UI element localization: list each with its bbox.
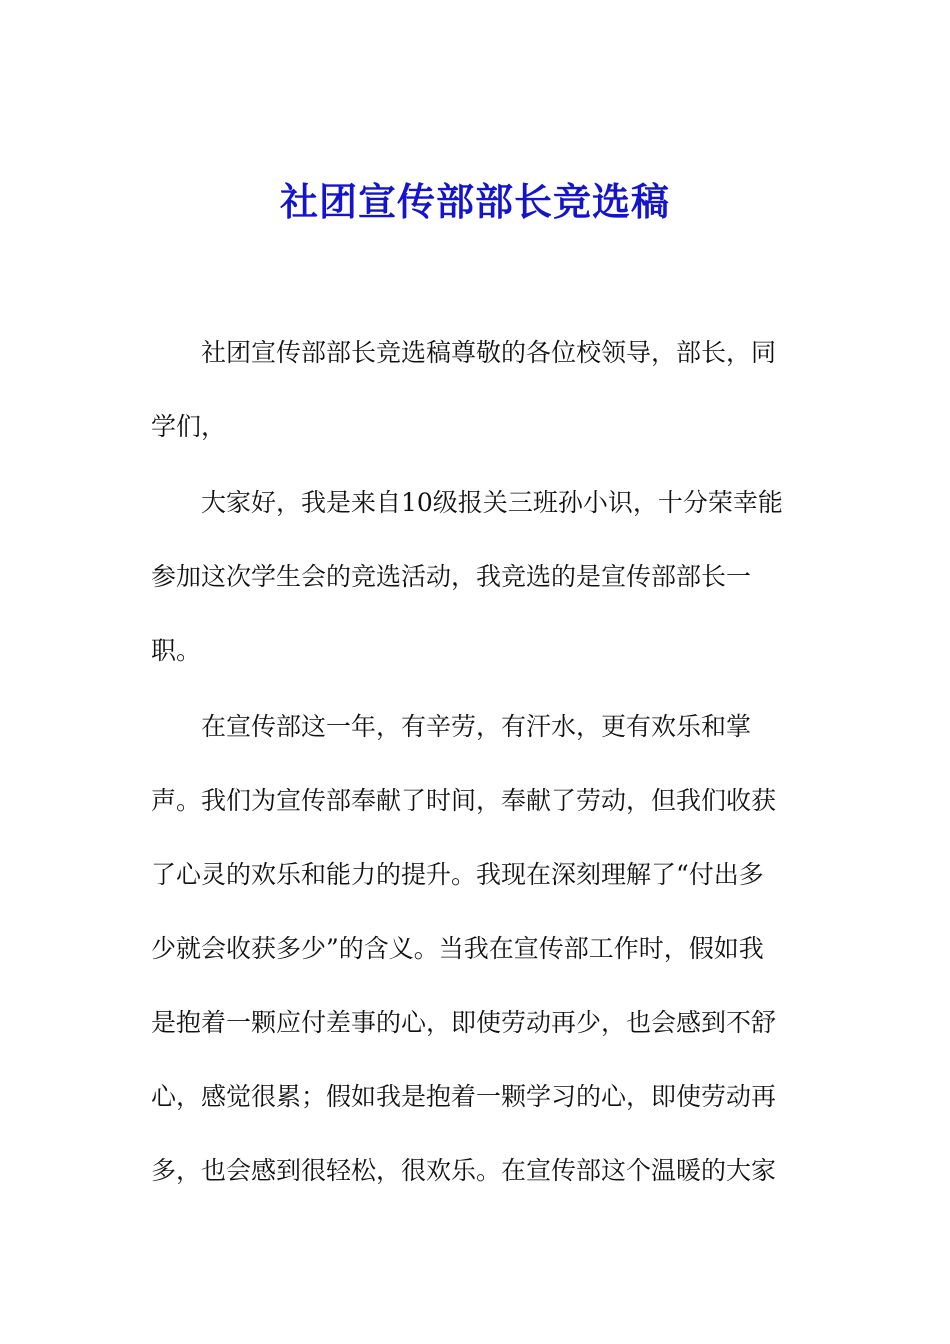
body-line: 了心灵的欢乐和能力的提升。我现在深刻理解了“付出多 [151, 860, 764, 889]
body-line: 心，感觉很累；假如我是抱着一颗学习的心，即使劳动再 [151, 1082, 777, 1111]
body-line: 参加这次学生会的竞选活动，我竞选的是宣传部部长一 [151, 562, 752, 591]
body-line: 是抱着一颗应付差事的心，即使劳动再少，也会感到不舒 [151, 1008, 777, 1037]
body-line: 少就会收获多少”的含义。当我在宣传部工作时，假如我 [151, 934, 764, 963]
body-line: 在宣传部这一年，有辛劳，有汗水，更有欢乐和掌 [201, 712, 752, 741]
body-line: 职。 [151, 636, 202, 665]
body-line: 学们， [151, 412, 227, 441]
page-title: 社团宣传部部长竞选稿 [279, 179, 670, 224]
body-line: 多，也会感到很轻松，很欢乐。在宣传部这个温暖的大家 [151, 1156, 777, 1185]
body-line: 声。我们为宣传部奉献了时间，奉献了劳动，但我们收获 [151, 786, 777, 815]
body-line: 大家好，我是来自10级报关三班孙小识，十分荣幸能 [201, 488, 783, 517]
body-line: 社团宣传部部长竞选稿尊敬的各位校领导，部长，同 [201, 338, 777, 367]
